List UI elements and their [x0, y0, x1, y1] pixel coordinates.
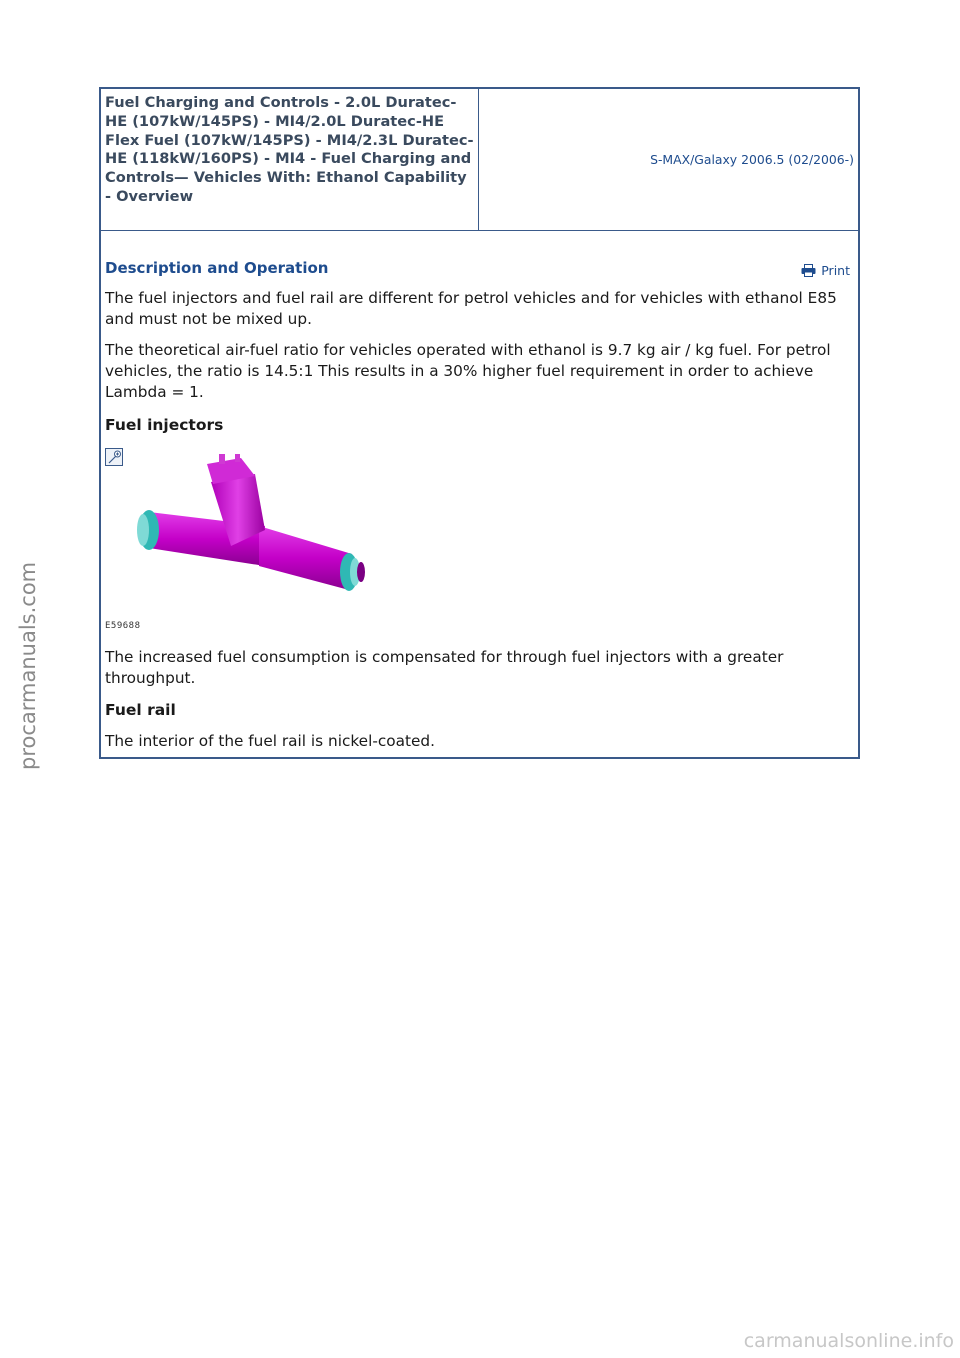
paragraph-fuel-rail: The interior of the fuel rail is nickel-coated. — [105, 732, 435, 750]
document-title: Fuel Charging and Controls - 2.0L Duratec-HE (107kW/145PS) - MI4/2.0L Duratec-HE Flex Fuel (107kW/145PS) - MI4/2.3L Duratec-HE (118kW/160PS) - MI4 - Fuel Charging and Controls— Vehicles With: Ethanol Capability - Overview — [101, 89, 479, 230]
fuel-injector-illustration — [127, 454, 387, 614]
subheading-fuel-rail: Fuel rail — [105, 701, 176, 719]
document-frame — [99, 87, 860, 759]
side-watermark: procarmanuals.com — [16, 561, 40, 770]
model-label: S-MAX/Galaxy 2006.5 (02/2006-) — [650, 152, 854, 167]
figure-code: E59688 — [105, 621, 141, 631]
print-button[interactable] — [801, 263, 850, 278]
paragraph-injector-difference: The fuel injectors and fuel rail are different for petrol vehicles and for vehicles with ethanol E85 and must not be mixed up. — [105, 289, 837, 328]
zoom-in-icon[interactable] — [105, 448, 123, 466]
document-body — [101, 258, 858, 757]
paragraph-air-fuel-ratio: The theoretical air-fuel ratio for vehicles operated with ethanol is 9.7 kg air / kg fuel. For petrol vehicles, the ratio is 14.5:1 This results in a 30% higher fuel requirement in order to achieve Lambda = 1. — [105, 341, 831, 401]
footer-brand: carmanualsonline.info — [743, 1330, 954, 1352]
document-header — [101, 89, 858, 231]
paragraph-injector-throughput: The increased fuel consumption is compensated for through fuel injectors with a greater throughput. — [105, 648, 784, 687]
section-heading: Description and Operation — [105, 259, 329, 277]
subheading-fuel-injectors: Fuel injectors — [105, 416, 224, 434]
print-label: Print — [821, 263, 850, 278]
printer-icon — [801, 264, 816, 277]
injector-figure — [105, 446, 854, 636]
